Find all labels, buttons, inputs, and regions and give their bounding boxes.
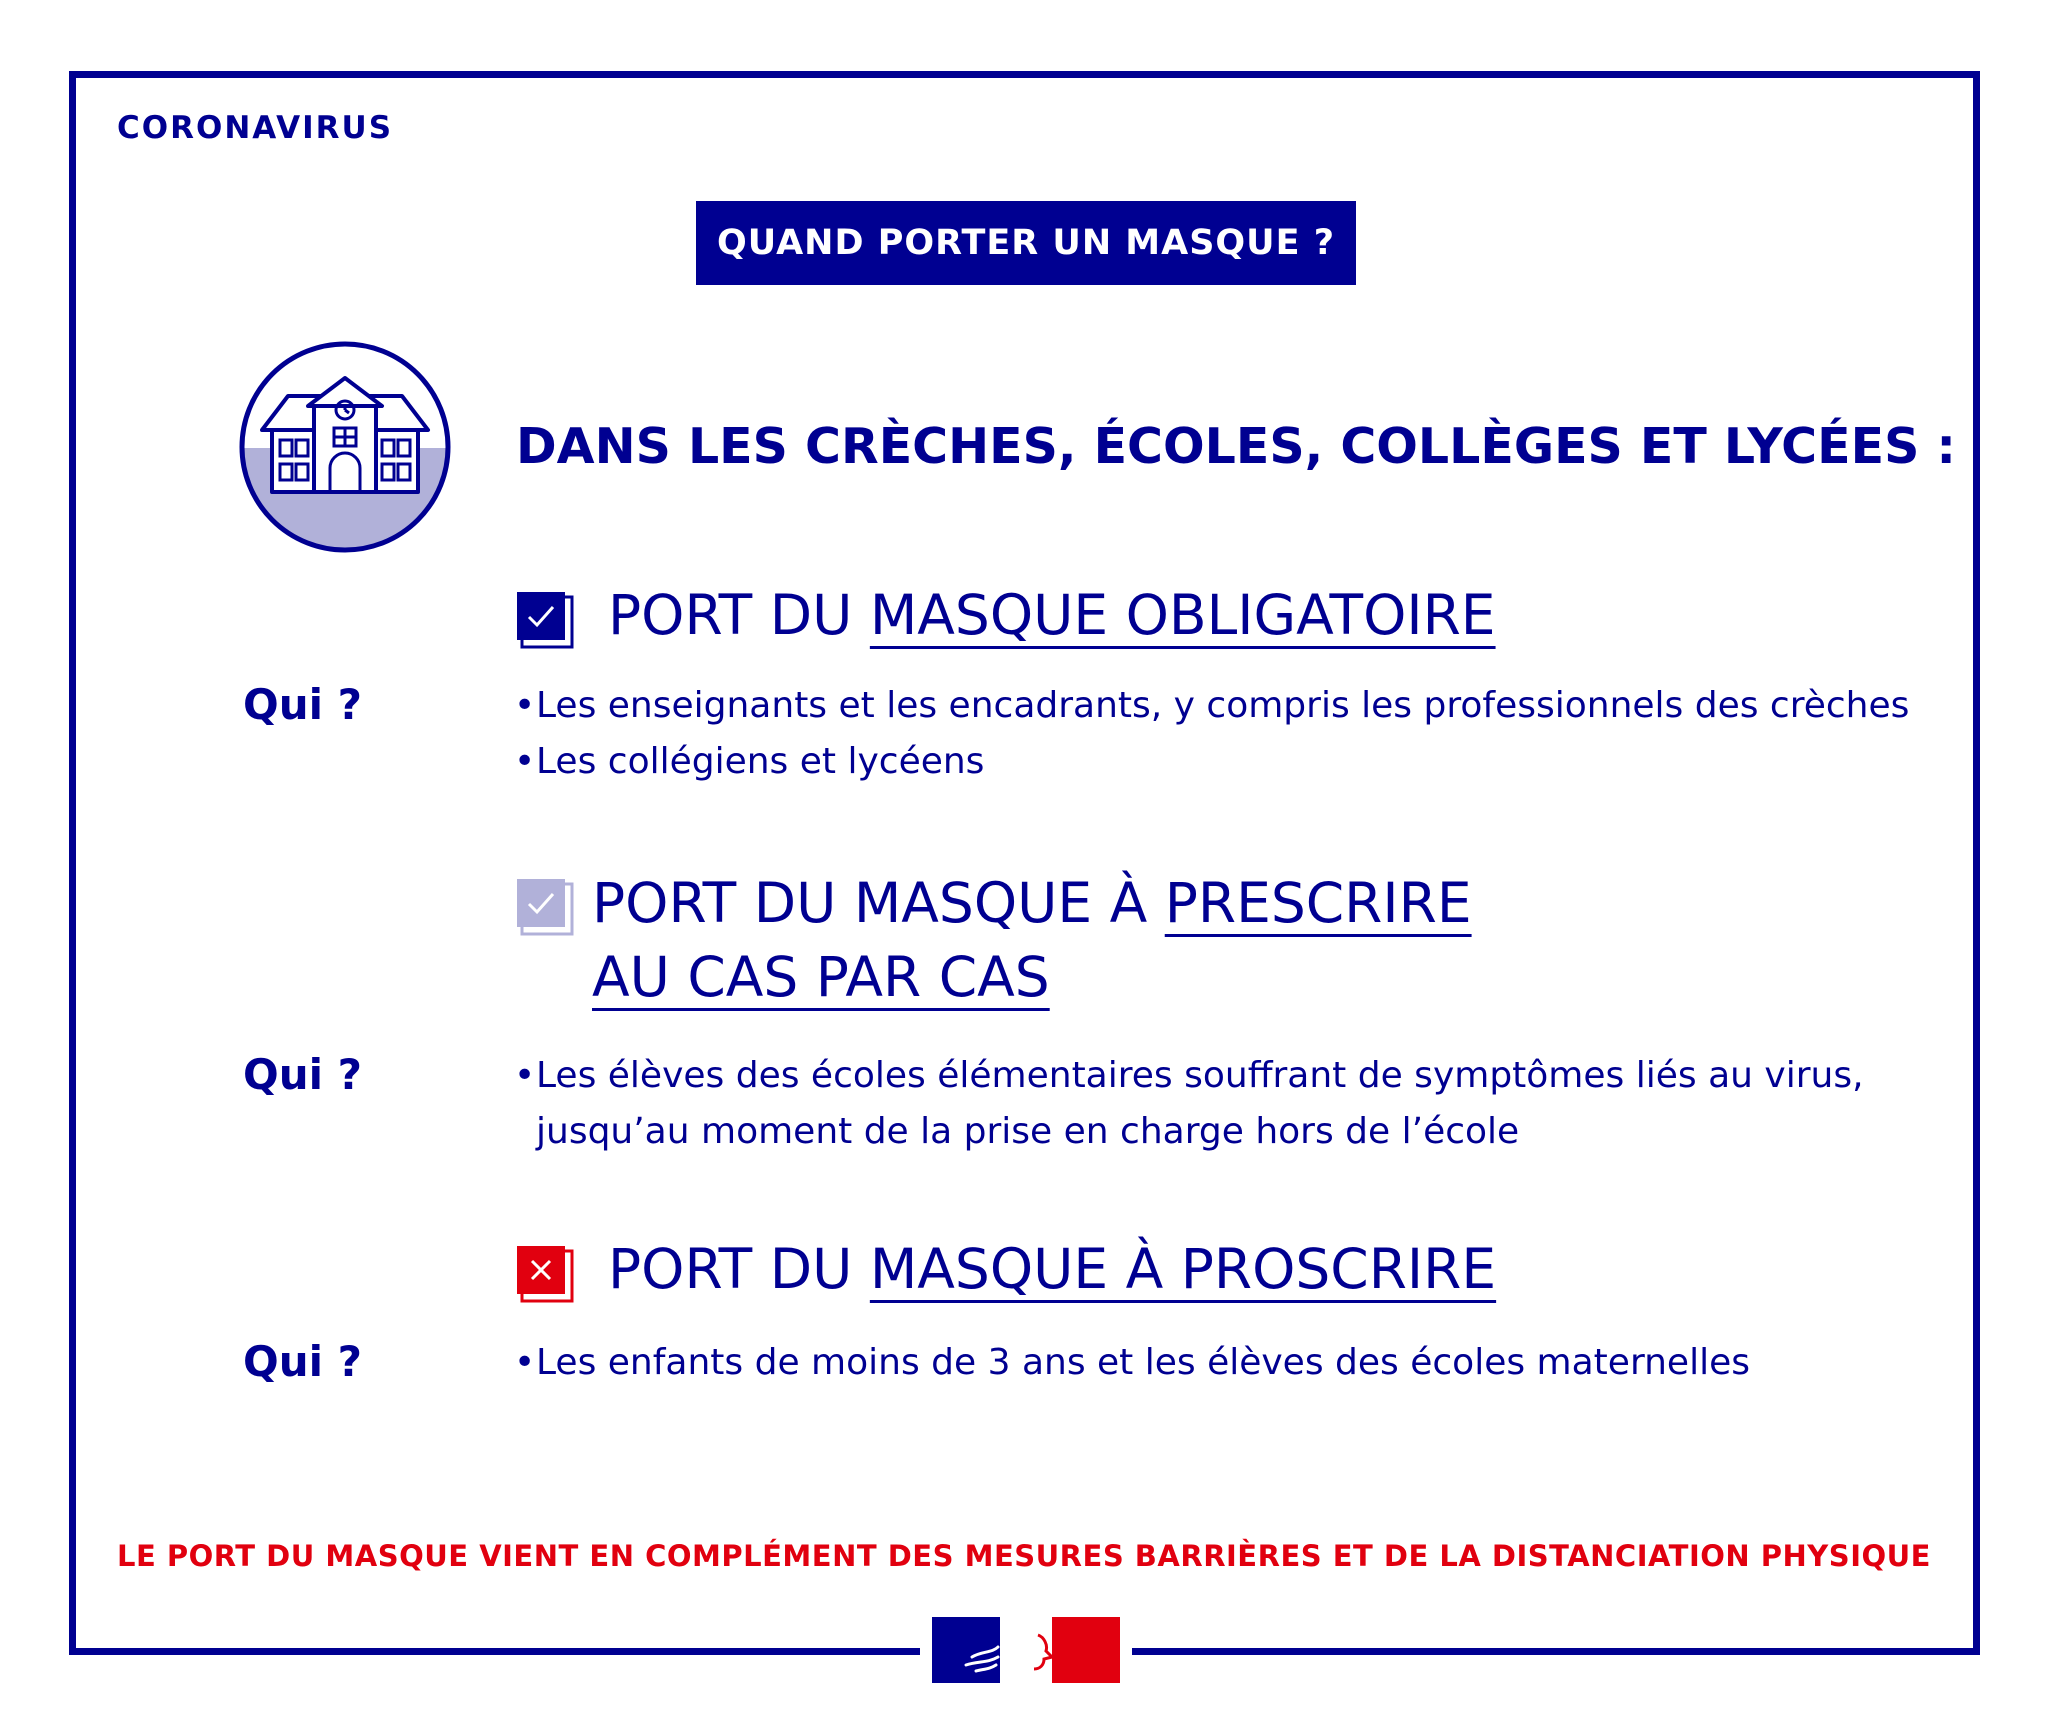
light-checked-checkbox-icon: [515, 877, 575, 937]
footer-note: LE PORT DU MASQUE VIENT EN COMPLÉMENT DES MESURES BARRIÈRES ET DE LA DISTANCIATION PHYSIQUE: [116, 1539, 1931, 1573]
list-item: • Les élèves des écoles élémentaires souffrant de symptômes liés au virus, jusqu’au moment de la prise en charge hors de l’école: [514, 1055, 1864, 1152]
section-title-proscrire: [608, 1232, 1496, 1306]
section-title-underlined: AU CAS PAR CAS: [592, 945, 1050, 1009]
section-title-underlined: PRESCRIRE: [1164, 871, 1472, 935]
section-title-prefix: PORT DU MASQUE À: [592, 871, 1165, 935]
page-title: QUAND PORTER UN MASQUE ?: [716, 223, 1335, 263]
school-building-icon: [238, 340, 452, 554]
list-item: • Les enseignants et les encadrants, y compris les professionnels des crèches: [514, 685, 1910, 726]
page-title-badge: [696, 201, 1356, 285]
section-title-underlined: MASQUE À PROSCRIRE: [869, 1237, 1497, 1301]
section-title-prescrire: [592, 866, 1472, 1014]
bullet-list: [514, 1335, 1750, 1391]
who-label: Qui ?: [243, 680, 362, 729]
eyebrow-label: CORONAVIRUS: [117, 110, 394, 146]
who-label: Qui ?: [243, 1050, 362, 1099]
section-title-prefix: PORT DU: [608, 1237, 870, 1301]
section-title-prefix: PORT DU: [608, 583, 870, 647]
list-item: • Les collégiens et lycéens: [514, 741, 985, 782]
page-frame: [69, 71, 1980, 1655]
marianne-logo-icon: [932, 1617, 1120, 1683]
section-title-underlined: MASQUE OBLIGATOIRE: [869, 583, 1496, 647]
section-heading: DANS LES CRÈCHES, ÉCOLES, COLLÈGES ET LYCÉES :: [516, 418, 1957, 475]
crossed-checkbox-icon: [515, 1244, 575, 1304]
bullet-list: [514, 1048, 1864, 1160]
who-label: Qui ?: [243, 1337, 362, 1386]
section-title-obligatoire: [608, 578, 1496, 652]
checked-checkbox-icon: [515, 590, 575, 650]
bullet-list: [514, 678, 1909, 790]
list-item: • Les enfants de moins de 3 ans et les élèves des écoles maternelles: [514, 1342, 1750, 1383]
